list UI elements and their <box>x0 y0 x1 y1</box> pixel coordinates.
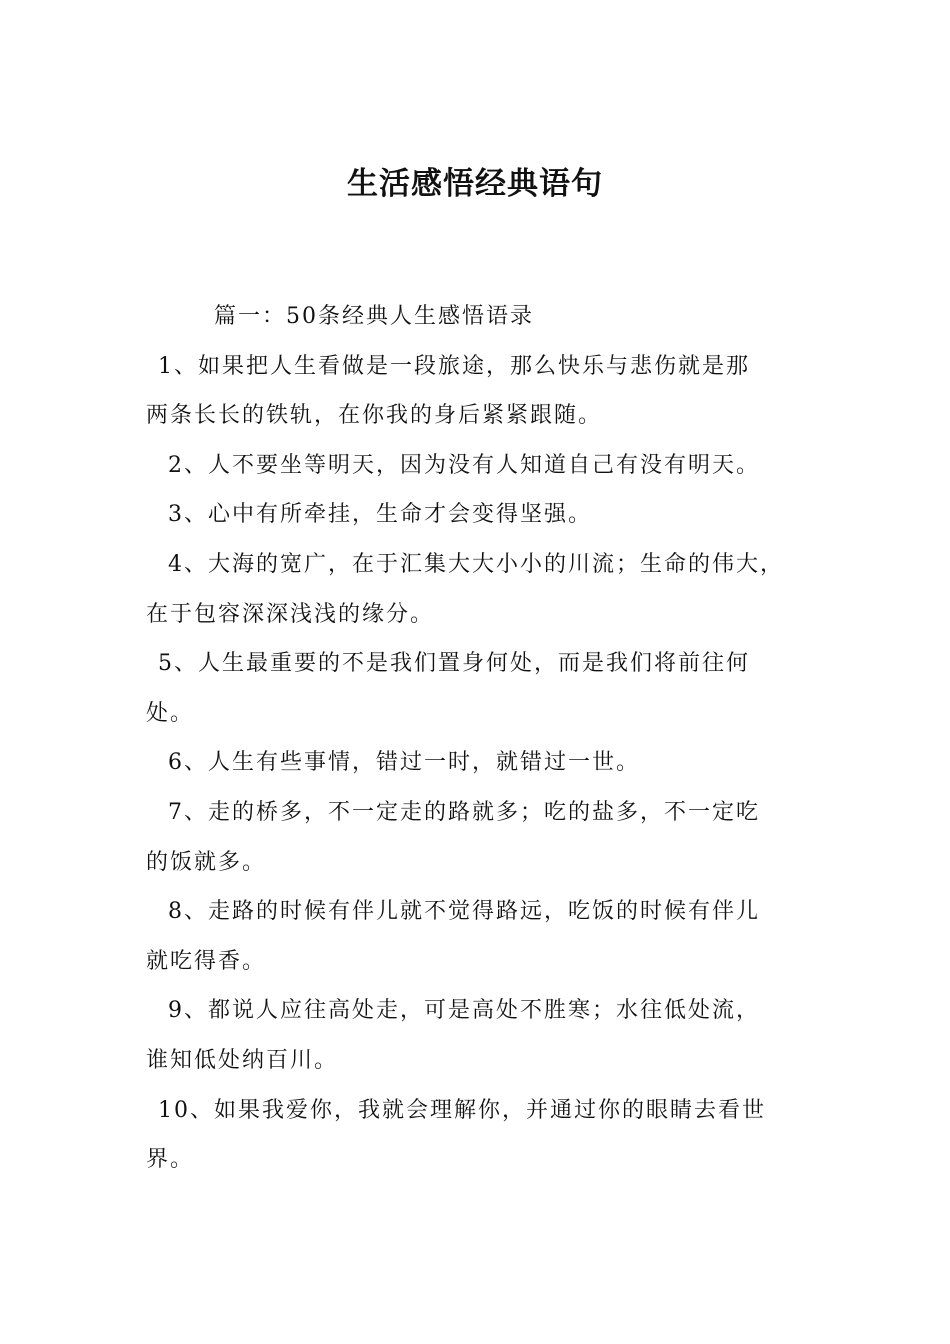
document-body <box>146 292 836 1185</box>
quote-line: 6、人生有些事情，错过一时，就错过一世。 <box>168 750 640 776</box>
quote-line: 2、人不要坐等明天，因为没有人知道自己有没有明天。 <box>168 452 760 478</box>
quote-line: 8、走路的时候有伴儿就不觉得路远，吃饭的时候有伴儿 <box>168 899 760 925</box>
quote-line: 谁知低处纳百川。 <box>146 1047 339 1073</box>
quote-line: 4、大海的宽广，在于汇集大大小小的川流；生命的伟大， <box>168 551 784 577</box>
quote-line: 10、如果我爱你，我就会理解你，并通过你的眼睛去看世 <box>158 1097 766 1123</box>
quote-line: 9、都说人应往高处走，可是高处不胜寒；水往低处流， <box>168 998 760 1024</box>
quote-line: 界。 <box>146 1147 195 1173</box>
quote-line: 就吃得香。 <box>146 948 267 974</box>
quote-line: 1、如果把人生看做是一段旅途，那么快乐与悲伤就是那 <box>158 353 750 379</box>
quote-line: 两条长长的铁轨，在你我的身后紧紧跟随。 <box>146 403 603 429</box>
quote-line: 7、走的桥多，不一定走的路就多；吃的盐多，不一定吃 <box>168 799 760 825</box>
quote-line: 3、心中有所牵挂，生命才会变得坚强。 <box>168 502 592 528</box>
quote-line: 的饭就多。 <box>146 849 267 875</box>
section-heading: 篇一：50条经典人生感悟语录 <box>214 304 534 329</box>
quote-line: 处。 <box>146 700 195 726</box>
quote-line: 5、人生最重要的不是我们置身何处，而是我们将前往何 <box>158 651 750 677</box>
document-title: 生活感悟经典语句 <box>347 166 603 202</box>
quote-line: 在于包容深深浅浅的缘分。 <box>146 601 435 627</box>
